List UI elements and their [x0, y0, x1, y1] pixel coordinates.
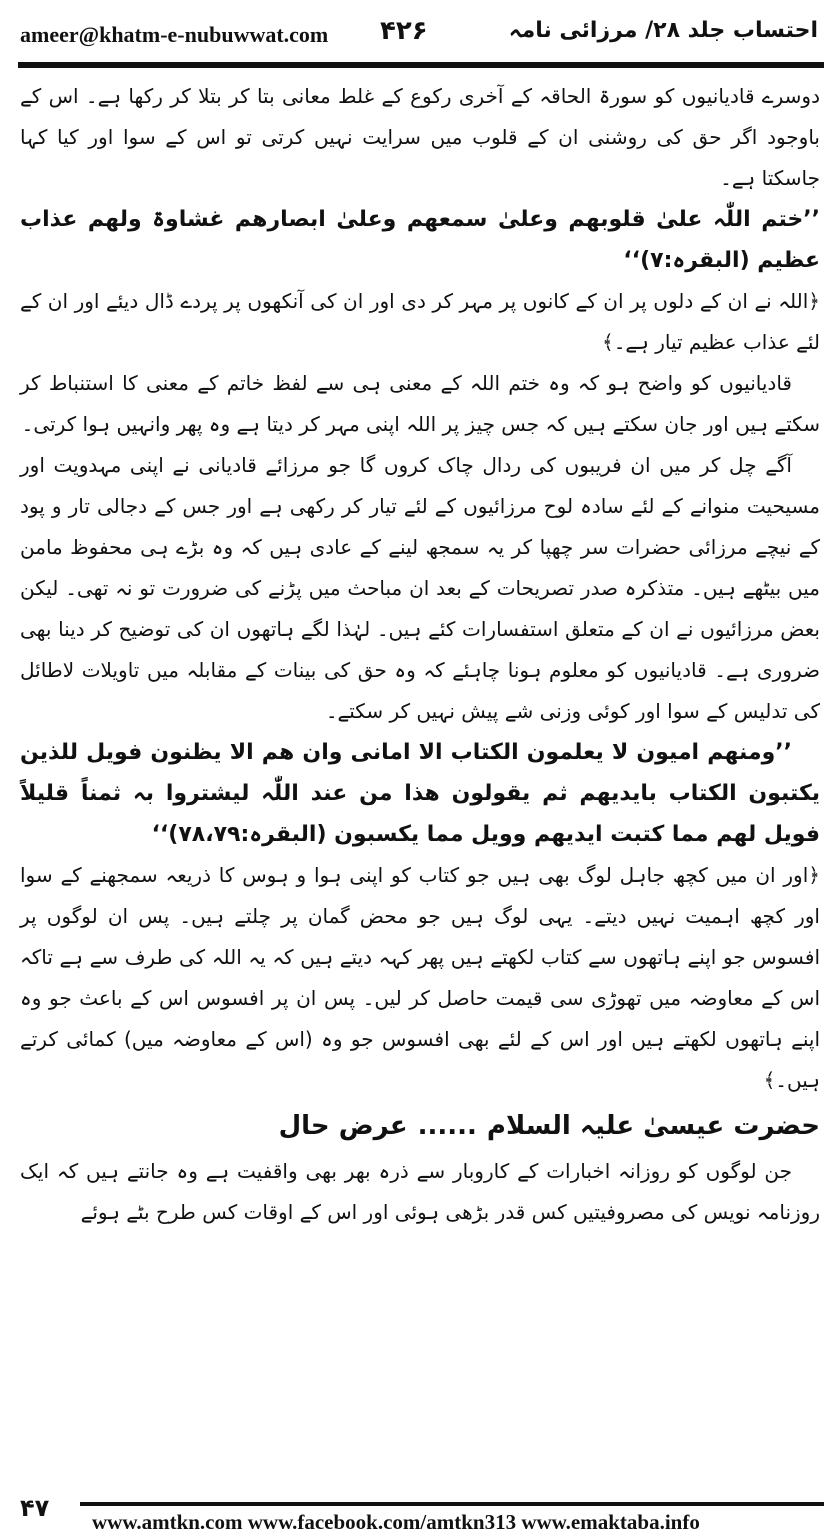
quote-2-translation: ﴿اور ان میں کچھ جاہل لوگ بھی ہیں جو کتاب کو اپنی ہوا و ہوس کا ذریعہ سمجھنے کے سوا اور کچھ اہمیت نہیں دیتے۔ یہی لوگ ہیں جو محض گمان پر چلتے ہیں۔ پس ان لوگوں پر افسوس جو اپنے ہاتھوں سے کتاب لکھتے ہیں پھر کہہ دیتے ہیں کہ یہ اللہ کی طرف سے ہے تاکہ اس کے معاوضہ میں تھوڑی سی قیمت حاصل کر لیں۔ پس ان پر افسوس اس کے باعث جو وہ اپنے ہاتھوں لکھتے ہیں اور اس کے لئے بھی افسوس جو وہ (اس کے معاوضہ میں) کمائی کرتے ہیں۔﴾ — [20, 863, 821, 1092]
heading-hazrat-isa: حضرت عیسیٰ علیہ السلام — [486, 1111, 820, 1141]
quranic-quote-2: ’’ومنھم امیون لا یعلمون الکتاب الا امانی وان ھم الا یظنون فویل للذین یکتبون الکتاب بایدیھم ثم یقولون ھذا من عند اللّٰہ لیشتروا بہ ثمناً قلیلاً فویل لھم مما کتبت ایدیھم وویل مما یکسبون (البقرہ:۷۸،۷۹)‘‘ — [20, 740, 820, 847]
heading-arz-e-haal: عرض حال — [278, 1111, 408, 1141]
header-email: ameer@khatm-e-nubuwwat.com — [20, 22, 329, 47]
paragraph-khatam-meaning: قادیانیوں کو واضح ہو کہ وہ ختم اللہ کے معنی ہی سے لفظ خاتم کے معنی کا استنباط کر سکتے ہیں اور جان سکتے ہیں کہ جس چیز پر اللہ اپنی مہر کر دیتا ہے وہ پھر وانہیں ہوا کرتی۔ — [20, 371, 820, 436]
section-heading — [20, 1101, 820, 1151]
paragraph-newspaper: جن لوگوں کو روزانہ اخبارات کے کاروبار سے ذرہ بھر بھی واقفیت ہے وہ جانتے ہیں کہ ایک روزنامہ نویس کی مصروفیتیں کس قدر بڑھی ہوئی اور اس کے اوقات کس طرح بٹے ہوئے — [20, 1159, 820, 1224]
page-footer — [0, 1492, 840, 1540]
header-series-title: احتساب جلد ۲۸/ مرزائی نامہ — [508, 18, 818, 43]
quote-1-translation: ﴿اللہ نے ان کے دلوں پر ان کے کانوں پر مہر کر دی اور ان کی آنکھوں پر پردے ڈال دیئے اور ان کے لئے عذاب عظیم تیار ہے۔﴾ — [20, 289, 820, 354]
footer-rule — [80, 1502, 824, 1506]
paragraph-deceptions: آگے چل کر میں ان فریبوں کی ردال چاک کروں گا جو مرزائے قادیانی نے اپنی مہدویت اور مسیحیت منوانے کے لئے سادہ لوح مرزائیوں کے لئے تیار کر رکھی ہے اور جس کے دجالی تار و پود کے نیچے مرزائی حضرات سر چھپا کر یہ سمجھ لینے کے عادی ہیں کہ وہ بڑے ہی محفوظ مامن میں بیٹھے ہیں۔ متذکرہ صدر تصریحات کے بعد ان مباحث میں پڑنے کی ضرورت تو نہ تھی۔ لیکن بعض مرزائیوں نے ان کے متعلق استفسارات کئے ہیں۔ لہٰذا لگے ہاتھوں ان کی توضیح کر دینا بھی ضروری ہے۔ قادیانیوں کو معلوم ہونا چاہئے کہ وہ حق کی بینات کے مقابلہ میں تاویلات لاطائل کی تدلیس کے سوا اور کوئی وزنی شے پیش نہیں کر سکتے۔ — [20, 453, 820, 723]
footer-page-number: ۴۷ — [20, 1494, 50, 1522]
header-rule — [18, 62, 824, 68]
header-page-number: ۴۲۶ — [380, 16, 428, 46]
page-body — [20, 76, 820, 1233]
page-header — [0, 0, 840, 72]
quranic-quote-1: ’’ختم اللّٰہ علیٰ قلوبھم وعلیٰ سمعھم وعلیٰ ابصارھم غشاوۃ ولھم عذاب عظیم (البقرہ:۷)‘‘ — [20, 207, 820, 273]
paragraph-intro: دوسرے قادیانیوں کو سورۃ الحاقہ کے آخری رکوع کے غلط معانی بتا کر بتلا کر رکھا ہے۔ اس کے باوجود اگر حق کی روشنی ان کے قلوب میں سرایت نہیں کرتی تو اس کے سوا اور کیا کہا جاسکتا ہے۔ — [20, 84, 820, 190]
footer-links: www.amtkn.com www.facebook.com/amtkn313 www.emaktaba.info — [92, 1510, 700, 1534]
heading-separator: ...... — [417, 1111, 477, 1141]
